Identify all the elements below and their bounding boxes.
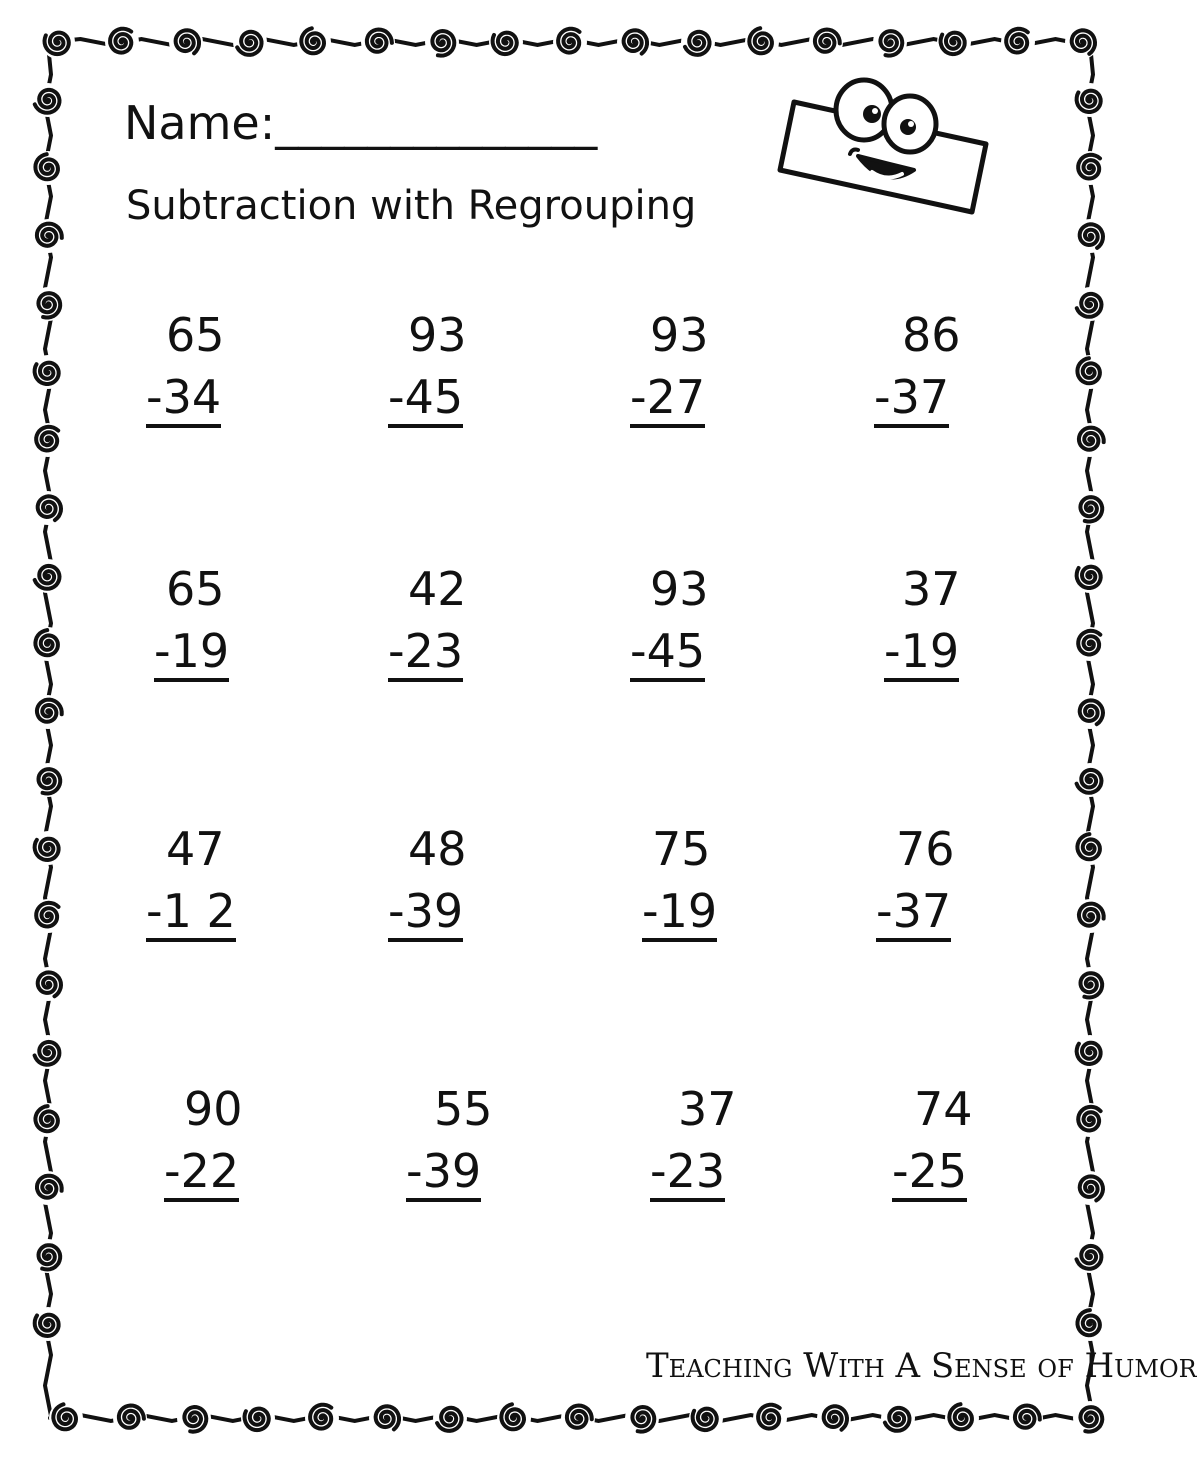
- subtrahend: -37: [874, 374, 949, 428]
- minuend: 93: [408, 308, 467, 362]
- subtrahend: -45: [630, 628, 705, 682]
- problem-8: [884, 562, 1024, 696]
- minuend: 65: [166, 308, 225, 362]
- minuend: 37: [678, 1082, 737, 1136]
- subtrahend: -1 2: [146, 888, 236, 942]
- problem-9: [146, 822, 286, 956]
- subtrahend: -19: [642, 888, 717, 942]
- problem-10: [388, 822, 528, 956]
- problem-7: [630, 562, 770, 696]
- problem-1: [146, 308, 286, 442]
- subtrahend: -22: [164, 1148, 239, 1202]
- minuend: 86: [902, 308, 961, 362]
- problem-4: [874, 308, 1014, 442]
- minuend: 65: [166, 562, 225, 616]
- problem-11: [642, 822, 782, 956]
- minuend: 42: [408, 562, 467, 616]
- minuend: 90: [184, 1082, 243, 1136]
- subtrahend: -34: [146, 374, 221, 428]
- subtrahend: -25: [892, 1148, 967, 1202]
- minuend: 74: [914, 1082, 973, 1136]
- minuend: 37: [902, 562, 961, 616]
- problem-6: [388, 562, 528, 696]
- subtrahend: -23: [650, 1148, 725, 1202]
- subtrahend: -23: [388, 628, 463, 682]
- subtrahend: -37: [876, 888, 951, 942]
- problem-5: [154, 562, 294, 696]
- problem-14: [406, 1082, 546, 1216]
- problem-2: [388, 308, 528, 442]
- minuend: 76: [896, 822, 955, 876]
- problem-16: [892, 1082, 1032, 1216]
- minuend: 55: [434, 1082, 493, 1136]
- minuend: 93: [650, 308, 709, 362]
- rectangle-mascot-icon: [776, 74, 996, 224]
- minuend: 47: [166, 822, 225, 876]
- subtrahend: -39: [388, 888, 463, 942]
- minuend: 93: [650, 562, 709, 616]
- minuend: 48: [408, 822, 467, 876]
- subtrahend: -19: [154, 628, 229, 682]
- subtrahend: -39: [406, 1148, 481, 1202]
- problem-13: [164, 1082, 304, 1216]
- worksheet-title: Subtraction with Regrouping: [126, 183, 697, 229]
- subtrahend: -19: [884, 628, 959, 682]
- problem-15: [650, 1082, 790, 1216]
- name-field-label: Name:______________: [124, 96, 598, 150]
- problem-3: [630, 308, 770, 442]
- author-credit: Teaching With A Sense of Humor: [646, 1346, 1197, 1386]
- subtrahend: -45: [388, 374, 463, 428]
- subtrahend: -27: [630, 374, 705, 428]
- problem-12: [876, 822, 1016, 956]
- minuend: 75: [652, 822, 711, 876]
